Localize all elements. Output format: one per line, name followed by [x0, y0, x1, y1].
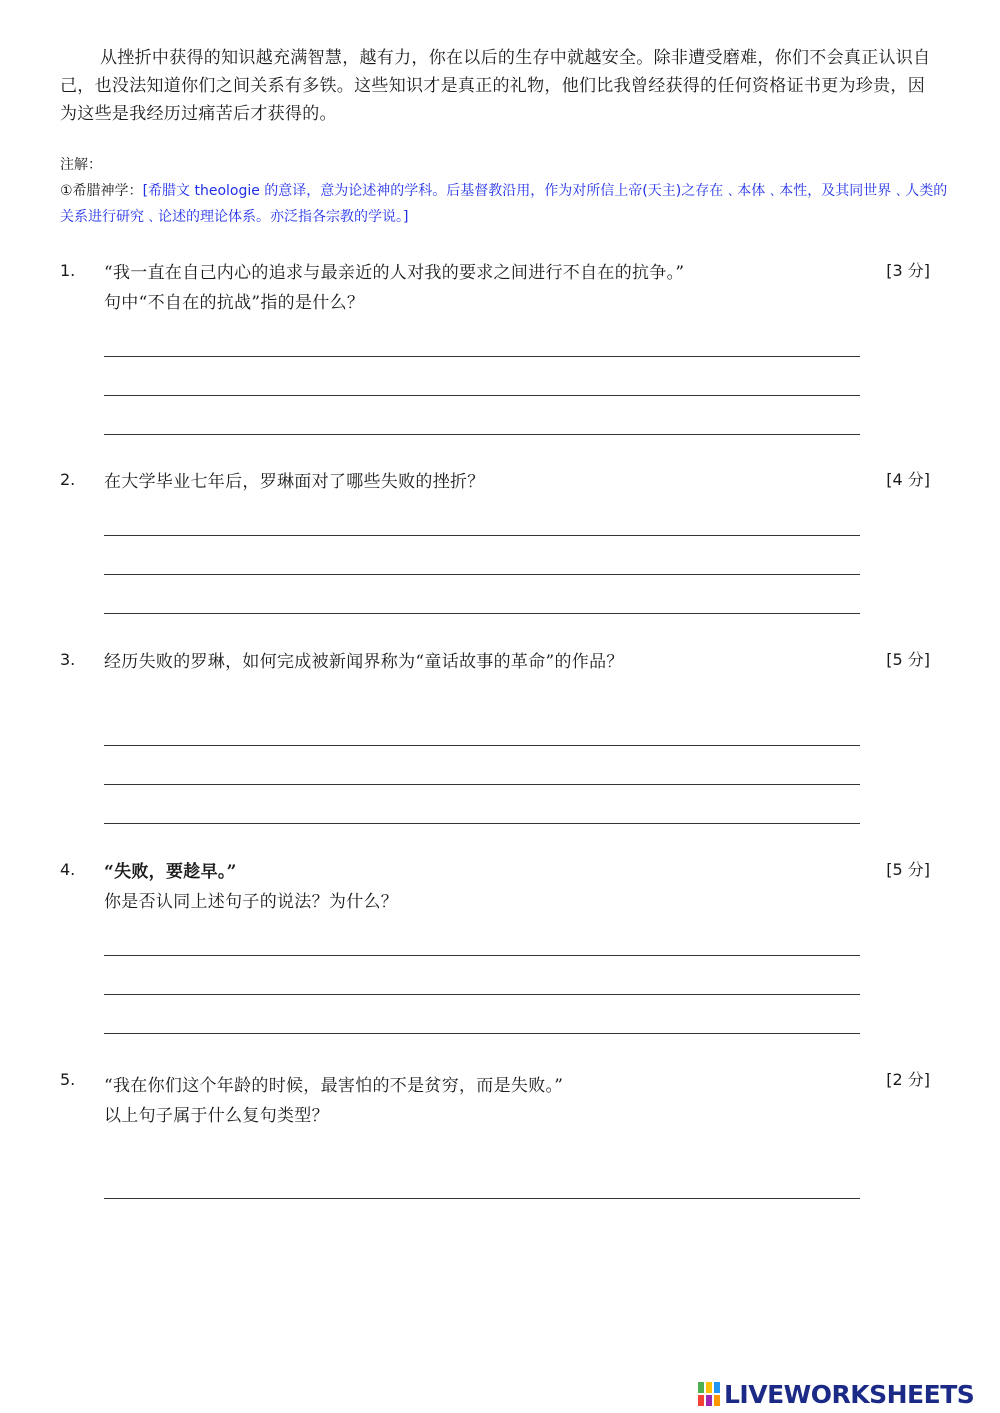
question-line: 以上句子属于什么复句类型？	[104, 1106, 329, 1126]
question-number: 1.	[60, 261, 76, 280]
question-3	[60, 647, 940, 827]
answer-line[interactable]	[104, 955, 860, 956]
question-line: 你是否认同上述句子的说法？为什么？	[104, 892, 399, 912]
question-marks: [4 分]	[886, 470, 930, 489]
answer-line[interactable]	[104, 613, 860, 614]
liveworksheets-brand	[698, 1380, 994, 1408]
question-text	[104, 1071, 844, 1131]
question-marks: [5 分]	[886, 860, 930, 879]
passage-paragraph: 从挫折中获得的知识越充满智慧，越有力，你在以后的生存中就越安全。除非遭受磨难，你们不会真正认识自己，也没法知道你们之间关系有多铁。这些知识才是真正的礼物，他们比我曾经获得的任何资格证书更为珍贵，因为这些是我经历过痛苦后才获得的。	[60, 48, 931, 124]
notes-title: 注解：	[60, 157, 102, 173]
question-text	[104, 857, 844, 917]
question-number: 2.	[60, 470, 76, 489]
question-marks: [3 分]	[886, 261, 930, 280]
notes-text: [希腊文 theologie 的意译，意为论述神的学科。后基督教沿用，作为对所信上帝(天主)之存在﹑本体﹑本性，及其同世界﹑人类的关系进行研究﹑论述的理论体系。亦泛指各宗教的学说。]	[60, 183, 948, 225]
answer-line[interactable]	[104, 745, 860, 746]
question-marks: [5 分]	[886, 650, 930, 669]
question-text	[104, 647, 844, 677]
question-line: 经历失败的罗琳，如何完成被新闻界称为“童话故事的革命”的作品？	[104, 652, 624, 672]
answer-line[interactable]	[104, 994, 860, 995]
answer-line[interactable]	[104, 784, 860, 785]
question-line: “我在你们这个年龄的时候，最害怕的不是贫穷，而是失败。”	[104, 1076, 564, 1096]
notes-marker: ①希腊神学：	[60, 183, 143, 199]
question-line: 句中“不自在的抗战”指的是什么？	[104, 293, 365, 313]
question-line: “我一直在自己内心的追求与最亲近的人对我的要求之间进行不自在的抗争。”	[104, 263, 685, 283]
liveworksheets-logo-icon	[698, 1382, 720, 1406]
answer-line[interactable]	[104, 434, 860, 435]
question-2	[60, 467, 940, 617]
question-text	[104, 467, 844, 497]
answer-line[interactable]	[104, 823, 860, 824]
question-marks: [2 分]	[886, 1070, 930, 1089]
answer-line[interactable]	[104, 1033, 860, 1034]
answer-line[interactable]	[104, 535, 860, 536]
answer-line[interactable]	[104, 574, 860, 575]
question-line: 在大学毕业七年后，罗琳面对了哪些失败的挫折？	[104, 472, 485, 492]
notes-body	[60, 178, 950, 230]
question-text	[104, 258, 844, 318]
answer-line[interactable]	[104, 1198, 860, 1199]
question-4	[60, 857, 940, 1037]
question-1	[60, 258, 940, 438]
question-number: 3.	[60, 650, 76, 669]
question-5	[60, 1067, 940, 1207]
answer-line[interactable]	[104, 356, 860, 357]
answer-line[interactable]	[104, 395, 860, 396]
question-quote: “失败，要趁早。”	[104, 862, 237, 882]
question-number: 4.	[60, 860, 76, 879]
question-number: 5.	[60, 1070, 76, 1089]
liveworksheets-text: LIVEWORKSHEETS	[724, 1379, 975, 1409]
